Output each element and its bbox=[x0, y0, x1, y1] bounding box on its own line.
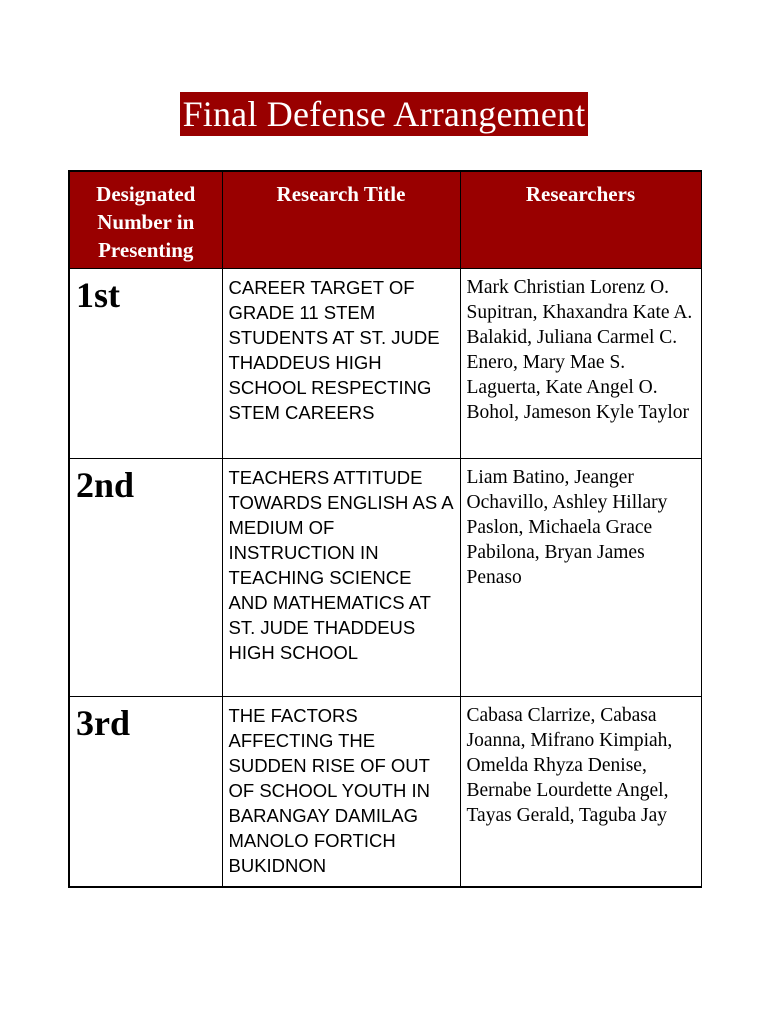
research-title: TEACHERS ATTITUDE TOWARDS ENGLISH AS A MEDIUM OF INSTRUCTION IN TEACHING SCIENCE AND MATHEMATICS AT ST. JUDE THADDEUS HIGH SCHOOL bbox=[222, 459, 460, 697]
table-row bbox=[69, 269, 701, 459]
researchers-list: Cabasa Clarrize, Cabasa Joanna, Mifrano Kimpiah, Omelda Rhyza Denise, Bernabe Lourdette Angel, Tayas Gerald, Taguba Jay bbox=[460, 697, 701, 887]
header-researchers: Researchers bbox=[460, 171, 701, 269]
table-header-row bbox=[69, 171, 701, 269]
page-title: Final Defense Arrangement bbox=[180, 92, 589, 136]
header-designated-number: Designated Number in Presenting bbox=[69, 171, 222, 269]
research-title: CAREER TARGET OF GRADE 11 STEM STUDENTS AT ST. JUDE THADDEUS HIGH SCHOOL RESPECTING STEM CAREERS bbox=[222, 269, 460, 459]
title-container bbox=[0, 92, 768, 136]
table-row bbox=[69, 459, 701, 697]
presenting-number: 1st bbox=[69, 269, 222, 459]
research-title: THE FACTORS AFFECTING THE SUDDEN RISE OF OUT OF SCHOOL YOUTH IN BARANGAY DAMILAG MANOLO FORTICH BUKIDNON bbox=[222, 697, 460, 887]
researchers-list: Liam Batino, Jeanger Ochavillo, Ashley Hillary Paslon, Michaela Grace Pabilona, Bryan James Penaso bbox=[460, 459, 701, 697]
presenting-number: 2nd bbox=[69, 459, 222, 697]
header-research-title: Research Title bbox=[222, 171, 460, 269]
table-row bbox=[69, 697, 701, 887]
researchers-list: Mark Christian Lorenz O. Supitran, Khaxandra Kate A. Balakid, Juliana Carmel C. Enero, Mary Mae S. Laguerta, Kate Angel O. Bohol, Jameson Kyle Taylor bbox=[460, 269, 701, 459]
presenting-number: 3rd bbox=[69, 697, 222, 887]
defense-arrangement-table bbox=[68, 170, 702, 888]
